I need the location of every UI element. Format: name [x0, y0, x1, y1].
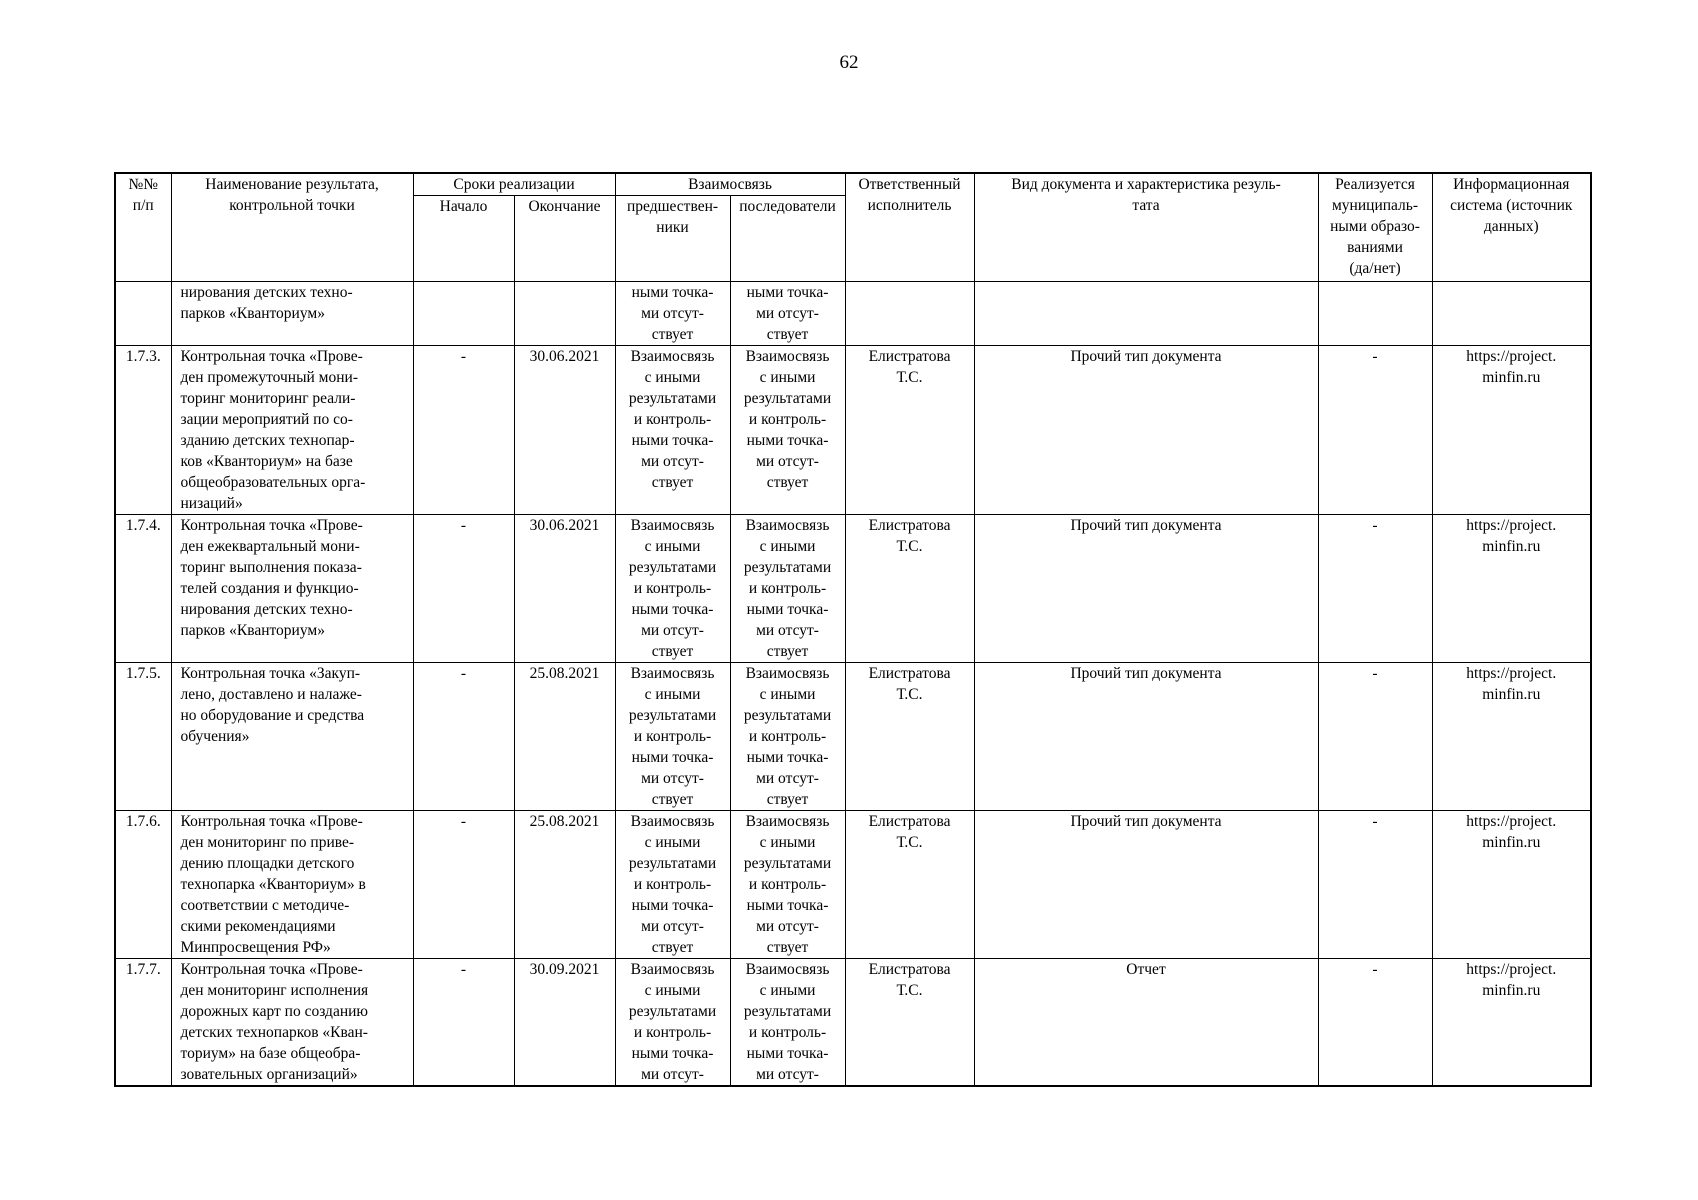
- cell-info-system: https://project. minfin.ru: [1432, 811, 1591, 959]
- cell-document: Прочий тип документа: [974, 811, 1318, 959]
- cell-info-system: https://project. minfin.ru: [1432, 959, 1591, 1087]
- header-document: Вид документа и характеристика резуль- тата: [974, 173, 1318, 282]
- cell-num: 1.7.6.: [115, 811, 171, 959]
- cell-municipal: [1318, 282, 1432, 346]
- cell-name: Контрольная точка «Прове- ден мониторинг по приве- дению площадки детского технопарка «Кванториум» в соответствии с методиче- скими рекомендациями Минпросвещения РФ»: [171, 811, 413, 959]
- table-row: [115, 515, 1591, 663]
- header-start: Начало: [413, 196, 514, 282]
- cell-num: 1.7.3.: [115, 346, 171, 515]
- cell-num: 1.7.5.: [115, 663, 171, 811]
- cell-start: -: [413, 346, 514, 515]
- cell-start: -: [413, 663, 514, 811]
- cell-start: [413, 282, 514, 346]
- header-num: №№ п/п: [115, 173, 171, 282]
- header-municipal: Реализуется муниципаль- ными образо- ваниями (да/нет): [1318, 173, 1432, 282]
- control-points-table: [114, 172, 1592, 1087]
- cell-end: 30.06.2021: [514, 515, 615, 663]
- cell-name: Контрольная точка «Прове- ден промежуточный мони- торинг мониторинг реали- зации мероприятий по со- зданию детских технопар- ков «Кванториум» на базе общеобразовательных орга- низаций»: [171, 346, 413, 515]
- cell-predecessors: Взаимосвязь с иными результатами и контроль- ными точка- ми отсут- ствует: [615, 811, 730, 959]
- table-row: [115, 282, 1591, 346]
- cell-predecessors: ными точка- ми отсут- ствует: [615, 282, 730, 346]
- cell-municipal: -: [1318, 515, 1432, 663]
- table-row: [115, 811, 1591, 959]
- cell-successors: Взаимосвязь с иными результатами и контроль- ными точка- ми отсут- ствует: [730, 346, 845, 515]
- cell-document: Прочий тип документа: [974, 663, 1318, 811]
- cell-info-system: https://project. minfin.ru: [1432, 515, 1591, 663]
- header-end: Окончание: [514, 196, 615, 282]
- cell-start: -: [413, 515, 514, 663]
- cell-name: Контрольная точка «Закуп- лено, доставлено и налаже- но оборудование и средства обучения»: [171, 663, 413, 811]
- cell-predecessors: Взаимосвязь с иными результатами и контроль- ными точка- ми отсут-: [615, 959, 730, 1087]
- cell-responsible: Елистратова Т.С.: [845, 346, 974, 515]
- cell-successors: Взаимосвязь с иными результатами и контроль- ными точка- ми отсут- ствует: [730, 811, 845, 959]
- cell-num: 1.7.7.: [115, 959, 171, 1087]
- cell-responsible: Елистратова Т.С.: [845, 663, 974, 811]
- table-row: [115, 959, 1591, 1087]
- cell-end: 30.06.2021: [514, 346, 615, 515]
- cell-responsible: Елистратова Т.С.: [845, 959, 974, 1087]
- cell-start: -: [413, 811, 514, 959]
- cell-info-system: [1432, 282, 1591, 346]
- header-info-system: Информационная система (источник данных): [1432, 173, 1591, 282]
- cell-municipal: -: [1318, 811, 1432, 959]
- header-name: Наименование результата, контрольной точки: [171, 173, 413, 282]
- header-successors: последователи: [730, 196, 845, 282]
- cell-end: 25.08.2021: [514, 663, 615, 811]
- cell-name: нирования детских техно- парков «Кванториум»: [171, 282, 413, 346]
- cell-end: [514, 282, 615, 346]
- header-responsible: Ответственный исполнитель: [845, 173, 974, 282]
- cell-end: 25.08.2021: [514, 811, 615, 959]
- cell-responsible: Елистратова Т.С.: [845, 515, 974, 663]
- cell-document: Прочий тип документа: [974, 346, 1318, 515]
- header-predecessors: предшествен- ники: [615, 196, 730, 282]
- cell-successors: Взаимосвязь с иными результатами и контроль- ными точка- ми отсут- ствует: [730, 663, 845, 811]
- cell-municipal: -: [1318, 346, 1432, 515]
- cell-num: [115, 282, 171, 346]
- cell-successors: Взаимосвязь с иными результатами и контроль- ными точка- ми отсут- ствует: [730, 515, 845, 663]
- header-link: Взаимосвязь: [615, 173, 845, 196]
- cell-document: [974, 282, 1318, 346]
- cell-document: Отчет: [974, 959, 1318, 1087]
- cell-start: -: [413, 959, 514, 1087]
- cell-end: 30.09.2021: [514, 959, 615, 1087]
- cell-municipal: -: [1318, 663, 1432, 811]
- cell-name: Контрольная точка «Прове- ден мониторинг исполнения дорожных карт по созданию детских технопарков «Кван- ториум» на базе общеобра- зовательных организаций»: [171, 959, 413, 1087]
- cell-predecessors: Взаимосвязь с иными результатами и контроль- ными точка- ми отсут- ствует: [615, 663, 730, 811]
- cell-municipal: -: [1318, 959, 1432, 1087]
- table-row: [115, 663, 1591, 811]
- cell-predecessors: Взаимосвязь с иными результатами и контроль- ными точка- ми отсут- ствует: [615, 346, 730, 515]
- cell-successors: ными точка- ми отсут- ствует: [730, 282, 845, 346]
- cell-info-system: https://project. minfin.ru: [1432, 663, 1591, 811]
- cell-num: 1.7.4.: [115, 515, 171, 663]
- page-number: 62: [839, 52, 859, 73]
- cell-info-system: https://project. minfin.ru: [1432, 346, 1591, 515]
- table-row: [115, 346, 1591, 515]
- cell-document: Прочий тип документа: [974, 515, 1318, 663]
- cell-predecessors: Взаимосвязь с иными результатами и контроль- ными точка- ми отсут- ствует: [615, 515, 730, 663]
- header-terms: Сроки реализации: [413, 173, 615, 196]
- cell-responsible: Елистратова Т.С.: [845, 811, 974, 959]
- cell-name: Контрольная точка «Прове- ден ежеквартальный мони- торинг выполнения показа- телей создания и функцио- нирования детских техно- парков «Кванториум»: [171, 515, 413, 663]
- cell-successors: Взаимосвязь с иными результатами и контроль- ными точка- ми отсут-: [730, 959, 845, 1087]
- cell-responsible: [845, 282, 974, 346]
